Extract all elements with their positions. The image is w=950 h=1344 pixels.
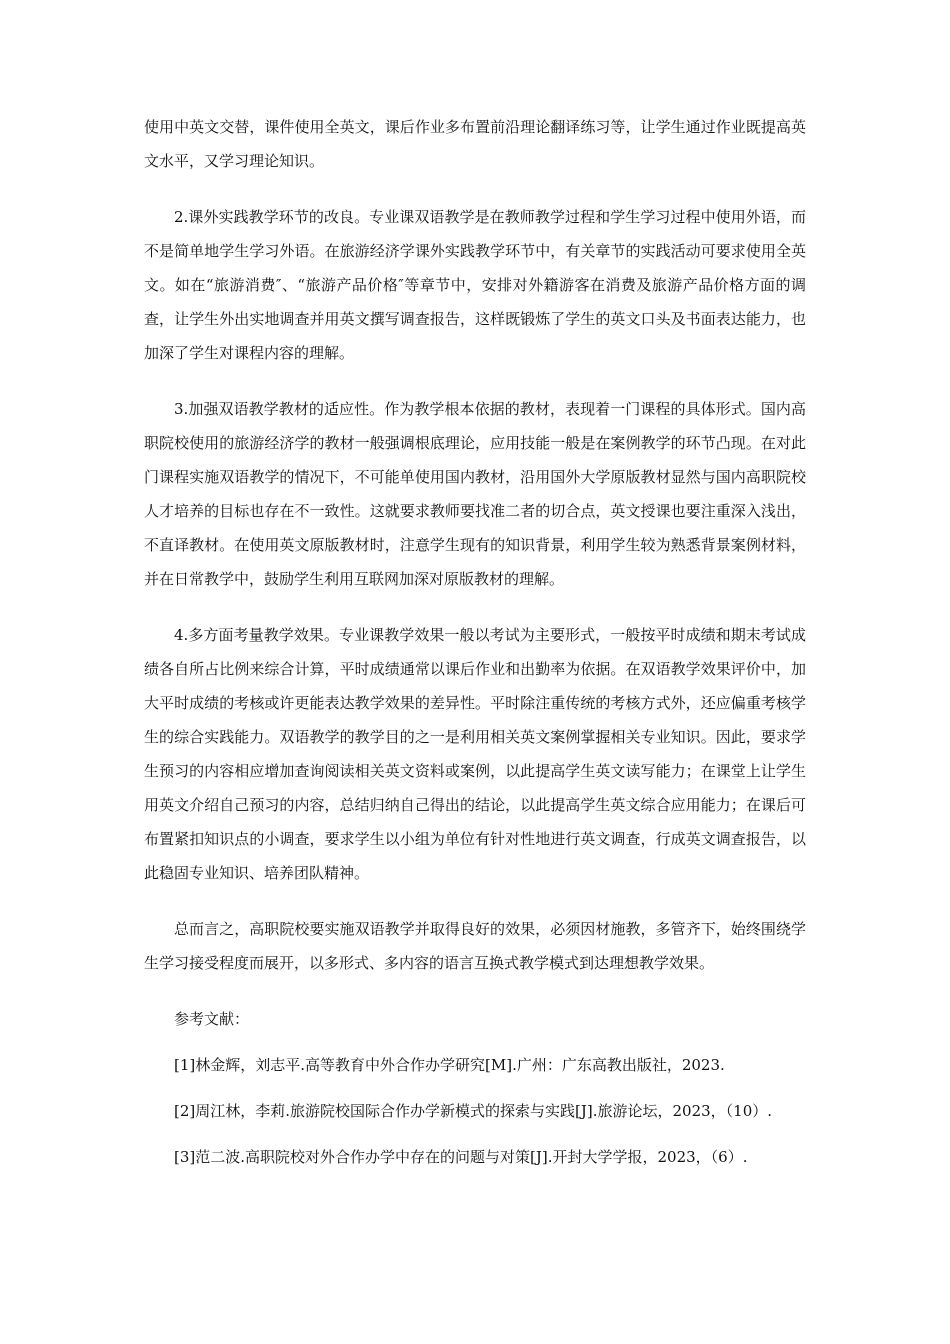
paragraph-practice-teaching: 2.课外实践教学环节的改良。专业课双语教学是在教师教学过程和学生学习过程中使用外语，而不是简单地学生学习外语。在旅游经济学课外实践教学环节中，有关章节的实践活动可要求使用全英文。如在“旅游消费″、“旅游产品价格″等章节中，安排对外籍游客在消费及旅游产品价格方面的调查，让学生外出实地调查并用英文撰写调查报告，这样既锻炼了学生的英文口头及书面表达能力，也加深了学生对课程内容的理解。 <box>144 208 806 362</box>
paragraph-continuation: 使用中英文交替，课件使用全英文，课后作业多布置前沿理论翻译练习等，让学生通过作业既提高英文水平，又学习理论知识。 <box>144 118 806 170</box>
reference-item: [1]林金辉，刘志平.高等教育中外合作办学研究[M].广州：广东高教出版社，2023. <box>174 1056 725 1074</box>
paragraph-teaching-evaluation: 4.多方面考量教学效果。专业课教学效果一般以考试为主要形式，一般按平时成绩和期末考试成绩各自所占比例来综合计算，平时成绩通常以课后作业和出勤率为依据。在双语教学效果评价中，加大平时成绩的考核或许更能表达教学效果的差异性。平时除注重传统的考核方式外，还应偏重考核学生的综合实践能力。双语教学的教学目的之一是利用相关英文案例掌握相关专业知识。因此，要求学生预习的内容相应增加查询阅读相关英文资料或案例，以此提高学生英文读写能力；在课堂上让学生用英文介绍自己预习的内容，总结归纳自己得出的结论，以此提高学生英文综合应用能力；在课后可布置紧扣知识点的小调查，要求学生以小组为单位有针对性地进行英文调查，行成英文调查报告，以此稳固专业知识、培养团队精神。 <box>144 626 806 882</box>
paragraph-conclusion: 总而言之，高职院校要实施双语教学并取得良好的效果，必须因材施教，多管齐下，始终围绕学生学习接受程度而展开，以多形式、多内容的语言互换式教学模式到达理想教学效果。 <box>144 920 806 972</box>
reference-item: [3]范二波.高职院校对外合作办学中存在的问题与对策[J].开封大学学报，2023，（6）. <box>174 1148 748 1166</box>
references-heading: 参考文献： <box>174 1010 250 1028</box>
paragraph-textbook-adaptability: 3.加强双语教学教材的适应性。作为教学根本依据的教材，表现着一门课程的具体形式。国内高职院校使用的旅游经济学的教材一般强调根底理论，应用技能一般是在案例教学的环节凸现。在对此门课程实施双语教学的情况下，不可能单使用国内教材，沿用国外大学原版教材显然与国内高职院校人才培养的目标也存在不一致性。这就要求教师要找准二者的切合点，英文授课也要注重深入浅出，不直译教材。在使用英文原版教材时，注意学生现有的知识背景，利用学生较为熟悉背景案例材料，并在日常教学中，鼓励学生利用互联网加深对原版教材的理解。 <box>144 400 806 588</box>
reference-item: [2]周江林，李莉.旅游院校国际合作办学新模式的探索与实践[J].旅游论坛，2023，（10）. <box>174 1102 773 1120</box>
document-page <box>144 110 806 1186</box>
references-section <box>144 1002 806 1174</box>
